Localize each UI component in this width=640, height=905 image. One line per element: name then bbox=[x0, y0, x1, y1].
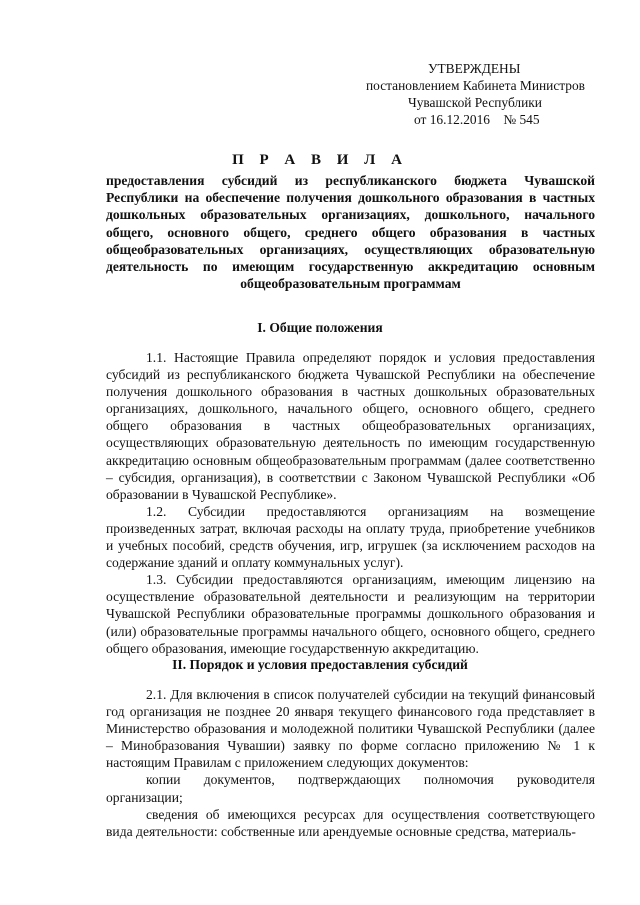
paragraph-1-1: 1.1. Настоящие Правила определяют порядок и условия предоставления субсидий из республиканского бюджета Чувашской Республики на обеспечение получения дошкольного образования в частных дошкольных образовательных организациях, дошкольного, начального общего, основного общего, среднего общего образования в частных общеобразовательных организациях, осуществляющих образовательную деятельность по имеющим государственную аккредитацию основным общеобразовательным программам (далее соответственно – субсидия, организация), в соответствии с Законом Чувашской Республики «Об образовании в Чувашской Республике». bbox=[106, 350, 595, 502]
section-2-body bbox=[106, 686, 595, 840]
approval-line-3: от 16.12.2016 № 545 bbox=[414, 112, 540, 127]
document-subtitle: предоставления субсидий из республиканского бюджета Чувашской Республики на обеспечение получения дошкольного образования в частных дошкольных образовательных организациях, дошкольного, начального общего, основного общего, среднего общего образования в частных общеобразовательных организациях, осуществляющих образовательную деятельность по имеющим государственную аккредитацию основным общеобразовательным программам bbox=[106, 173, 595, 292]
section-1-body bbox=[106, 349, 595, 657]
section-1-heading: I. Общие положения bbox=[257, 320, 383, 335]
approval-heading: УТВЕРЖДЕНЫ bbox=[428, 61, 521, 76]
approval-line-1: постановлением Кабинета Министров bbox=[366, 78, 585, 93]
paragraph-2-1-item-2: сведения об имеющихся ресурсах для осуществления соответствующего вида деятельности: собственные или арендуемые основные средства, материаль- bbox=[106, 806, 595, 839]
approval-line-2: Чувашской Республики bbox=[408, 95, 542, 110]
paragraph-1-2: 1.2. Субсидии предоставляются организациям на возмещение произведенных затрат, включая расходы на оплату труда, приобретение учебников и учебных пособий, средств обучения, игр, игрушек (за исключением расходов на содержание зданий и оплату коммунальных услуг). bbox=[106, 503, 595, 571]
approval-stamp bbox=[366, 60, 606, 128]
paragraph-2-1: 2.1. Для включения в список получателей субсидии на текущий финансовый год организация не позднее 20 января текущего финансового года представляет в Министерство образования и молодежной политики Чувашской Республики (далее – Минобразования Чувашии) заявку по форме согласно приложению № 1 к настоящим Правилам с приложением следующих документов: bbox=[106, 687, 595, 771]
paragraph-1-3: 1.3. Субсидии предоставляются организациям, имеющим лицензию на осуществление образовательной деятельности и реализующим на территории Чувашской Республики образовательные программы дошкольного образования и (или) образовательные программы начального общего, основного общего, среднего общего образования, имеющие государственную аккредитацию. bbox=[106, 572, 595, 656]
paragraph-2-1-item-1: копии документов, подтверждающих полномочия руководителя организации; bbox=[106, 772, 595, 805]
document-title: П Р А В И Л А bbox=[232, 152, 408, 168]
section-2-heading: II. Порядок и условия предоставления субсидий bbox=[172, 657, 468, 672]
